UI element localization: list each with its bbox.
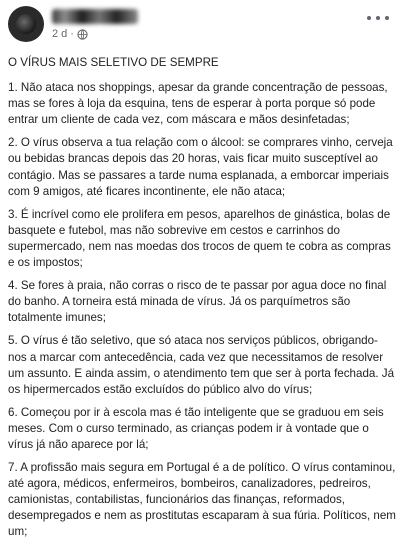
- post-header: [8, 6, 393, 46]
- post-body: [8, 55, 396, 548]
- post-paragraph: 2. O vírus observa a tua relação com o álcool: se comprares vinho, cerveja ou bebidas brancas depois das 20 horas, vais ficar muito susceptível ao contágio. Mas se passares a tarde numa esplanada, a emborcar imperiais com 9 amigos, até ficares incontinente, ele não ataca;: [8, 136, 393, 198]
- post-title: O VÍRUS MAIS SELETIVO DE SEMPRE: [8, 56, 219, 69]
- post-paragraph: 1. Não ataca nos shoppings, apesar da grande concentração de pessoas, mas se fores à loja da esquina, tens de esperar à porta porque só pode entrar um cliente de cada vez, com máscara e mãos desinfetadas;: [8, 81, 388, 127]
- post-paragraph: 4. Se fores à praia, não corras o risco de te passar por agua doce no final do banho. A torneira está minada de vírus. Já os parquímetros são totalmente imunes;: [8, 279, 387, 325]
- more-options-icon[interactable]: [367, 12, 389, 24]
- post-paragraph: 5. O vírus é tão seletivo, que só ataca nos serviços públicos, obrigando-nos a marcar com antecedência, cada vez que necessitamos de resolver um assunto. E ainda assim, o atendimento tem que ser à porta fechada. Já os hipermercados estão excluídos do público alvo do vírus;: [8, 334, 395, 396]
- post-paragraph: 6. Começou por ir à escola mas é tão inteligente que se graduou em seis meses. Com o curso terminado, as crianças podem ir à vontade que o vírus já não aparece por lá;: [8, 405, 384, 451]
- post-timestamp[interactable]: 2 d: [52, 28, 68, 40]
- globe-icon[interactable]: [77, 29, 88, 40]
- author-name-redacted[interactable]: [52, 9, 138, 24]
- post-paragraph: 3. É incrível como ele prolifera em pesos, aparelhos de ginástica, bolas de basquete e futebol, mas não sobrevive em cestos e carrinhos do supermercado, nem nas moedas dos trocos de quem te cobra as compras e os impostos;: [8, 207, 391, 270]
- author-avatar[interactable]: [8, 6, 44, 42]
- post-paragraph: 7. A profissão mais segura em Portugal é a de político. O vírus contaminou, até agora, médicos, enfermeiros, bombeiros, canalizadores, pedreiros, camionistas, contabilistas, funcionários das finanças, reformados, desempregados e nem as prostitutas escaparam à sua fúria. Políticos, nem um;: [8, 461, 396, 539]
- post-meta: 2 d ·: [52, 28, 88, 40]
